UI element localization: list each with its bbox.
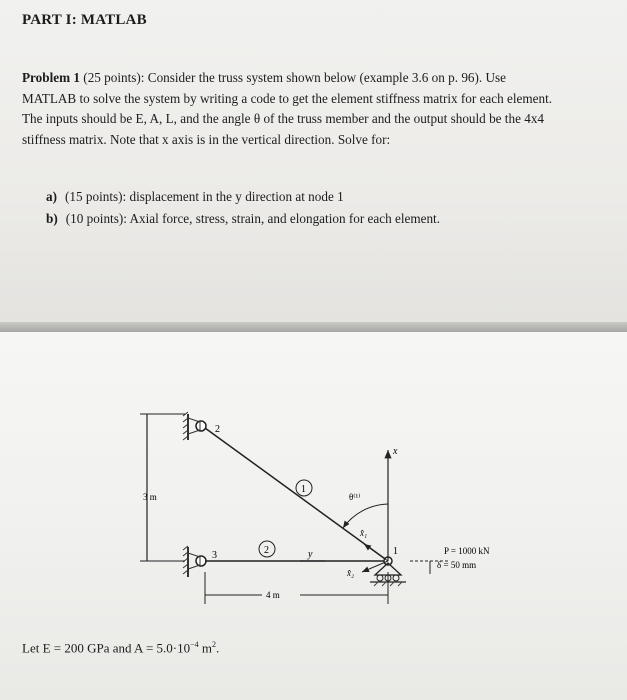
- footer-exponent: −4: [190, 640, 199, 649]
- height-dimension: [140, 414, 185, 561]
- theta-arc: [343, 504, 388, 528]
- problem-sheet-upper: [0, 0, 627, 330]
- node-1-label: 1: [393, 546, 398, 557]
- wall-support-node-3: [183, 546, 206, 577]
- task-item-a: [46, 186, 440, 208]
- x-axis-label: x: [393, 446, 398, 457]
- footer-unit: m: [198, 640, 213, 656]
- task-item-b: [46, 208, 440, 230]
- local-x1-arrow: [364, 544, 388, 561]
- task-label-a: a): [46, 189, 57, 204]
- width-dimension-label: 4 m: [266, 590, 280, 600]
- local-x1-label: x̂₁: [360, 528, 368, 538]
- element-1-member: [205, 428, 388, 561]
- page-divider: [0, 322, 627, 332]
- footer-prefix: Let E = 200 GPa and A = 5.0·10: [22, 640, 191, 656]
- problem-line-3: The inputs should be E, A, L, and the angle θ of the truss member and the output should be the 4x4: [22, 111, 545, 126]
- local-x2-label: x̂₂: [347, 568, 355, 578]
- load-label: P = 1000 kN: [444, 546, 490, 556]
- displacement-label: δ = 50 mm: [437, 560, 477, 570]
- footer-suffix: .: [216, 640, 220, 656]
- element-1-label: 1: [301, 484, 306, 495]
- wall-support-node-2: [183, 412, 206, 440]
- task-label-b: b): [46, 211, 58, 226]
- width-dimension: [205, 572, 388, 604]
- node-2-label: 2: [215, 424, 220, 435]
- element-2-label: 2: [264, 545, 269, 556]
- problem-statement: [22, 68, 622, 150]
- problem-label: Problem 1: [22, 70, 80, 85]
- task-text-b: (10 points): Axial force, stress, strain, and elongation for each element.: [65, 211, 440, 226]
- truss-diagram: [0, 332, 627, 632]
- problem-line-2: MATLAB to solve the system by writing a code to get the element stiffness matrix for each element.: [22, 90, 553, 106]
- task-list: [46, 186, 440, 230]
- node-3-label: 3: [212, 550, 217, 561]
- y-axis-label: y: [308, 549, 313, 560]
- page-title: PART I: MATLAB: [22, 12, 147, 28]
- problem-line-4: stiffness matrix. Note that x axis is in the vertical direction. Solve for:: [22, 131, 391, 147]
- material-properties: [22, 640, 219, 656]
- theta-label: θ⁽¹⁾: [349, 492, 361, 502]
- task-text-a: (15 points): displacement in the y direction at node 1: [65, 189, 344, 204]
- problem-line-1: Consider the truss system shown below (example 3.6 on p. 96). Use: [147, 70, 506, 85]
- footer-unit-exponent: 2: [212, 640, 217, 649]
- height-dimension-label: 3 m: [143, 492, 157, 502]
- problem-points: (25 points):: [83, 70, 145, 85]
